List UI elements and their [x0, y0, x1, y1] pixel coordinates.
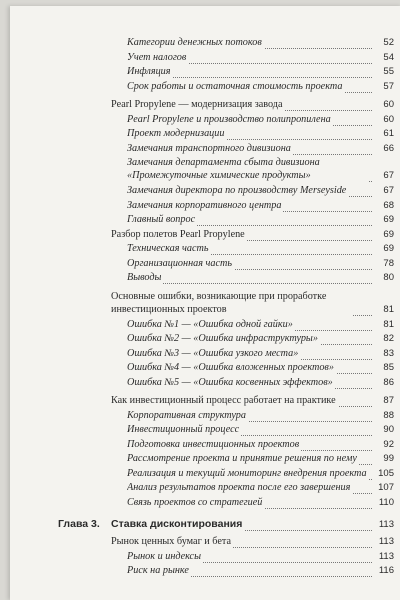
toc-entry [10, 376, 400, 391]
toc-section-title: Как инвестиционный процесс работает на практике [111, 395, 336, 406]
toc-entry-title: Инвестиционный процесс [127, 424, 240, 435]
toc-entry-page: 110 [378, 496, 394, 508]
toc-section [10, 394, 400, 409]
toc-entry-title: Pearl Propylene и производство полипропилена [127, 113, 331, 125]
toc-entry [10, 113, 400, 128]
toc-entry-page: 86 [383, 376, 394, 388]
toc-section-title: Разбор полетов Pearl Propylene [111, 228, 245, 240]
toc-section-page: 60 [383, 99, 394, 110]
toc-entry [10, 409, 400, 424]
toc-entry [10, 467, 400, 482]
toc-entry-page: 107 [378, 482, 394, 493]
toc-entry [10, 481, 400, 496]
chapter-page: 113 [378, 519, 394, 530]
toc-entry [10, 242, 400, 257]
toc-entry-title: Ошибка №2 — «Ошибка инфраструктуры» [127, 333, 318, 344]
toc-entry [10, 156, 400, 184]
toc-entry [10, 142, 400, 157]
toc-entry-title: Ошибка №1 — «Ошибка одной гайки» [127, 318, 293, 330]
toc-entry-page: 99 [383, 453, 394, 464]
leader-dots [127, 283, 372, 284]
book-page [10, 6, 400, 600]
toc-entry-title: Рассмотрение проекта и принятие решения по нему [127, 453, 357, 464]
toc-entry [10, 257, 400, 272]
toc-section [10, 535, 400, 550]
toc-entry-page: 116 [378, 565, 394, 576]
toc-entry [10, 51, 400, 66]
toc-entry-page: 67 [383, 170, 394, 181]
toc-entry-page: 57 [383, 80, 394, 92]
toc-entry [10, 423, 400, 438]
toc-entry-title: Ошибка №4 — «Ошибка вложенных проектов» [127, 362, 334, 373]
toc-entry-title: Техническая часть [127, 243, 209, 254]
toc-entry-page: 69 [383, 243, 394, 254]
toc-entry-title: Реализация и текущий мониторинг внедрения проекта [127, 467, 367, 479]
toc-section-title: Основные ошибки, возникающие при проработке инвестиционных проектов [111, 290, 353, 316]
toc-entry [10, 496, 400, 511]
toc-entry [10, 36, 400, 51]
toc-entry-page: 69 [383, 214, 394, 225]
toc-entry-page: 78 [383, 257, 394, 269]
toc-entry [10, 213, 400, 228]
toc-chapter [10, 518, 400, 535]
toc-entry-title: Корпоративная структура [127, 409, 246, 421]
toc-entry-title: Ошибка №3 — «Ошибка узкого места» [127, 347, 299, 359]
toc-entry-page: 90 [383, 424, 394, 435]
toc-entry-title: Риск на рынке [127, 565, 189, 576]
toc-entry-page: 66 [383, 142, 394, 154]
toc-entry [10, 564, 400, 579]
toc-entry-page: 60 [383, 113, 394, 125]
toc-entry-title: Выводы [127, 272, 162, 283]
toc-entry-title: Замечания транспортного дивизиона [127, 142, 291, 154]
toc-entry [10, 127, 400, 142]
toc-entry [10, 199, 400, 214]
toc-entry-title: Категории денежных потоков [127, 37, 262, 48]
toc-section [10, 98, 400, 113]
toc-entry-page: 67 [383, 185, 394, 196]
toc-entry-page: 68 [383, 199, 394, 211]
toc-entry-title: Инфляция [127, 66, 171, 77]
toc-entry-title: Учет налогов [127, 51, 187, 63]
toc-entry-page: 80 [383, 272, 394, 283]
toc-entry-page: 54 [383, 51, 394, 63]
toc-section-page: 87 [383, 395, 394, 406]
toc-entry [10, 438, 400, 453]
toc-entry-page: 92 [383, 438, 394, 450]
toc-entry-title: Связь проектов со стратегией [127, 496, 263, 508]
toc-entry-title: Организационная часть [127, 257, 232, 269]
toc-entry-page: 113 [378, 550, 394, 562]
toc-entry-page: 52 [383, 37, 394, 48]
toc-entry [10, 184, 400, 199]
toc-entry [10, 347, 400, 362]
toc-entry [10, 550, 400, 565]
table-of-contents [10, 36, 400, 579]
toc-section-page: 81 [383, 303, 394, 315]
toc-entry-title: Рынок и индексы [127, 550, 201, 562]
toc-entry [10, 332, 400, 347]
toc-entry [10, 65, 400, 80]
toc-entry-title: Замечания директора по производству Merseyside [127, 185, 347, 196]
toc-section [10, 228, 400, 243]
toc-entry [10, 452, 400, 467]
toc-entry-title: Замечания департамента сбыта дивизиона «Промежуточные химические продукты» [127, 156, 369, 182]
toc-section [10, 290, 400, 318]
toc-entry [10, 361, 400, 376]
toc-section-title: Pearl Propylene — модернизация завода [111, 99, 283, 110]
toc-entry-page: 85 [383, 362, 394, 373]
toc-entry-title: Главный вопрос [127, 214, 196, 225]
toc-entry-title: Анализ результатов проекта после его завершения [127, 482, 351, 493]
toc-section-title: Рынок ценных бумаг и бета [111, 536, 231, 547]
toc-entry [10, 318, 400, 333]
toc-entry-title: Проект модернизации [127, 128, 225, 139]
toc-entry-page: 88 [383, 409, 394, 421]
toc-entry [10, 271, 400, 286]
toc-entry-title: Срок работы и остаточная стоимость проекта [127, 80, 343, 92]
chapter-label: Глава 3. [58, 518, 100, 530]
chapter-title: Ставка дисконтирования [111, 518, 243, 530]
toc-entry-title: Подготовка инвестиционных проектов [127, 438, 300, 450]
toc-entry-page: 81 [383, 318, 394, 330]
toc-entry-page: 61 [383, 128, 394, 139]
toc-entry-page: 83 [383, 347, 394, 359]
toc-entry [10, 80, 400, 95]
toc-section-page: 69 [383, 228, 394, 240]
toc-entry-page: 55 [383, 66, 394, 77]
toc-entry-title: Замечания корпоративного центра [127, 199, 282, 211]
toc-entry-page: 82 [383, 333, 394, 344]
toc-section-page: 113 [378, 536, 394, 547]
toc-entry-page: 105 [378, 467, 394, 479]
toc-entry-title: Ошибка №5 — «Ошибка косвенных эффектов» [127, 376, 333, 388]
